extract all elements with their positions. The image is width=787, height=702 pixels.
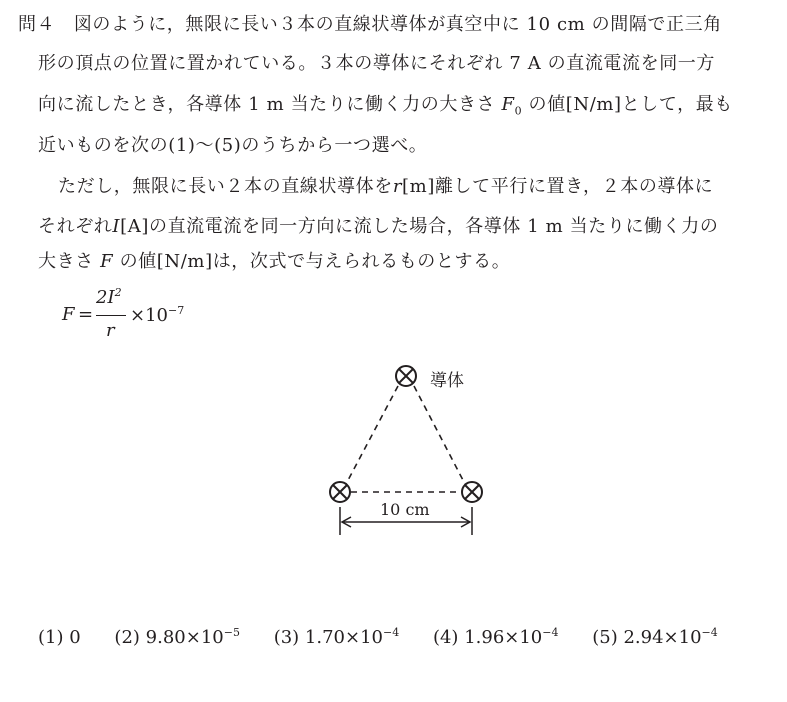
formula-numerator: $2I^2$ [96, 286, 122, 308]
formula-denominator: r [106, 320, 115, 341]
conductor-right-icon [462, 482, 482, 502]
question-line-3: 向に流したとき，各導体 1 m 当たりに働く力の大きさ $F_0$ の値[N/m]として，最も [38, 94, 733, 118]
question-line-2: 形の頂点の位置に置かれている。３本の導体にそれぞれ 7 A の直流電流を同一方 [38, 53, 716, 74]
conductor-top-icon [396, 366, 416, 386]
conductor-left-icon [330, 482, 350, 502]
choice-1[interactable]: (1) 0 [38, 627, 81, 648]
choice-2[interactable]: (2) $9.80\times 10^{-5}$ [114, 626, 240, 648]
question-line-5: ただし，無限に長い２本の直線状導体をr[m]離して平行に置き，２本の導体に [58, 176, 714, 197]
question-line-4: 近いものを次の(1)～(5)のうちから一つ選べ。 [38, 135, 428, 156]
question-line-7: 大きさ F の値[N/m]は，次式で与えられるものとする。 [38, 251, 511, 272]
triangle-left-side [346, 386, 398, 484]
choice-4[interactable]: (4) $1.96\times 10^{-4}$ [432, 626, 559, 648]
answer-choices [38, 626, 746, 648]
question-number: 問４ [18, 14, 56, 35]
question-line-6: それぞれI[A]の直流電流を同一方向に流した場合，各導体 1 m 当たりに働く力の [38, 216, 719, 237]
force-symbol: F [501, 94, 515, 115]
conductor-label: 導体 [430, 371, 464, 391]
choice-5[interactable]: (5) $2.94\times 10^{-4}$ [592, 626, 718, 648]
choice-3[interactable]: (3) $1.70\times 10^{-4}$ [273, 626, 400, 648]
triangle-right-side [414, 386, 465, 484]
formula-multiplier: $\times 10^{-7}$ [130, 304, 185, 326]
question-line-1: 問４ 図のように，無限に長い３本の直線状導体が真空中に 10 cm の間隔で正三角 [18, 14, 722, 35]
distance-label: 10 cm [380, 500, 430, 519]
